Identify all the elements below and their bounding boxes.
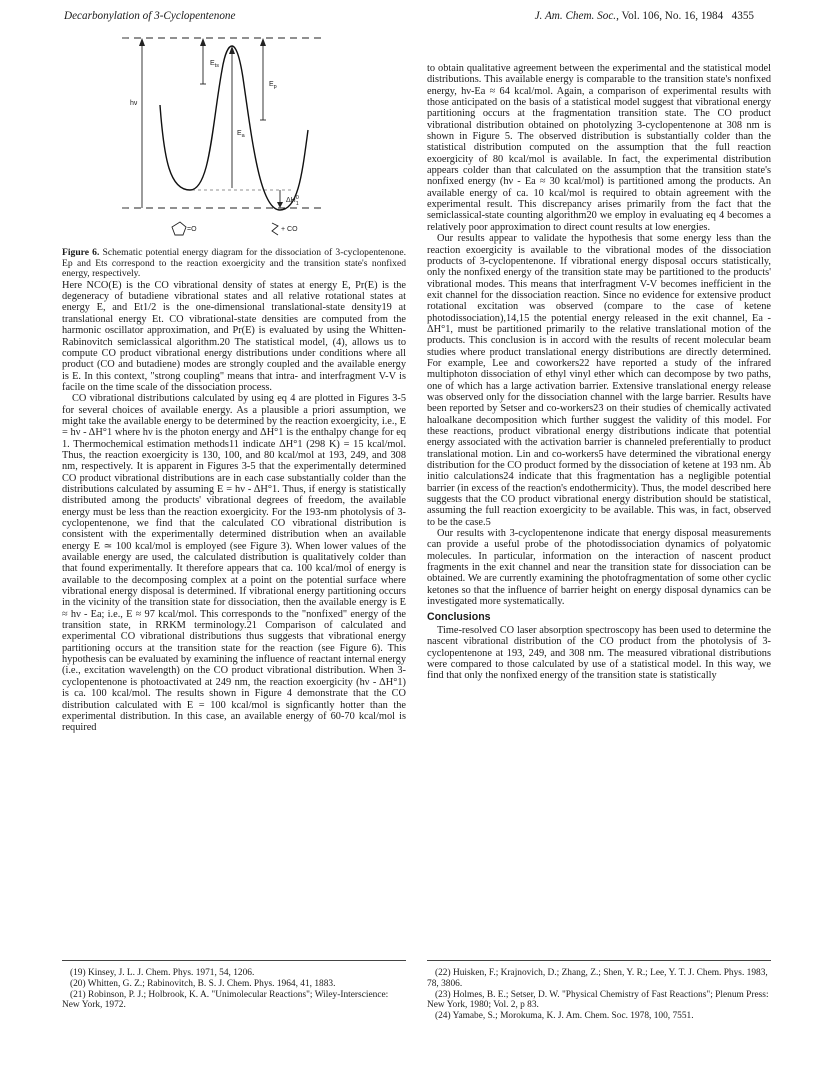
right-column — [427, 63, 771, 682]
potential-curve — [160, 46, 308, 210]
references-left — [62, 960, 406, 1011]
running-header-title: Decarbonylation of 3-Cyclopentenone — [64, 10, 236, 22]
paragraph: Our results with 3-cyclopentenone indicate that energy disposal measurements can provide a useful probe of the photodissociation dynamics of polyatomic molecules. In particular, information on the interaction of nascent product fragments in the exit channel and near the transition state for dissociation can be obtained. We are currently examining the photofragmentation of some other cyclic ketones so that the influence of barrier height on energy disposal dynamics can be investigated more systematically. — [427, 528, 771, 608]
potential-energy-diagram — [62, 30, 406, 248]
paragraph: Here NCO(E) is the CO vibrational density of states at energy E, Pr(E) is the degeneracy of butadiene vibrational states and all relative rotational states at energy E, and Et1/2 is the one-dimensional translational-state density19 at translational energy Et. CO vibrational-state densities are computed from the harmonic oscillator approximation, and Pr(E) is evaluated by using the Whitten-Rabinovitch semiclassical algorithm.20 The statistical model, (4), allows us to compute CO product vibrational energy distributions under conditions where all product (CO and butadiene) modes are strongly coupled and the available energy is E. In this context, "strong coupling" means that intra- and interfragment V-V is facile on the time scale of the dissociation process. — [62, 279, 406, 393]
reference-item: (20) Whitten, G. Z.; Rabinovitch, B. S. J. Chem. Phys. 1964, 41, 1883. — [70, 978, 336, 989]
reference-item: (24) Yamabe, S.; Morokuma, K. J. Am. Chem. Soc. 1978, 100, 7551. — [435, 1011, 694, 1022]
svg-text:Ep: $E_p$ — [269, 81, 277, 90]
svg-text:ΔH01: $\Delta H^0$ 1 — [286, 195, 299, 207]
svg-text:=O: =O — [187, 226, 197, 233]
figure-6 — [62, 30, 406, 248]
ea-label: E — [237, 130, 242, 137]
reactant-molecule-icon — [172, 222, 197, 235]
ep-label: E — [269, 81, 274, 88]
running-header-journal — [535, 10, 754, 22]
paragraph: CO vibrational distributions calculated by using eq 4 are plotted in Figures 3-5 for several choices of available energy. As a plausible a priori assumption, we might take the available energy to be determined by the reaction exoergicity, i.e., E = hν - ΔH°1 where hν is the photon energy and ΔH°1 is the enthalpy change for eq 1. Thermochemical estimation methods11 indicate ΔH°1 (298 K) = 15 kcal/mol. Thus, the reaction exoergicity is 130, 100, and 80 kcal/mol at 193, 249, and 308 nm, respectively. It is apparent in Figures 3-5 that the experimentally determined CO product vibrational distributions are in each case substantially colder than the distributions calculated by assuming E = hν - ΔH°1. Thus, if energy is statistically distributed among the products' vibrational degrees of freedom, the available energy must be less than the reaction exoergicity. For the 193-nm photolysis of 3-cyclopentenone, we find that the calculated CO vibrational distribution is consistent with the experimentally determined distribution when an available energy E ≃ 100 kcal/mol is employed (see Figure 3). When lower values of the available energy are used, the calculated distribution is qualitatively colder than that found experimentally. It therefore appears that ca. 100 kcal/mol of energy is available to the decomposing complex at a point on the potential surface where vibrational energy disposal is determined. If vibrational energy partitioning occurs in the vicinity of the transition state for dissociation, then the available energy is E ≈ hν - Ea; i.e., E ≈ 97 kcal/mol. This corresponds to the "nonfixed" energy of the transition state, in RRKM terminology.21 Comparison of calculated and experimental CO vibrational distributions thus suggests that vibrational energy partitioning occurs at the transition state for the reaction (see Figure 6). This hypothesis can be evaluated by examining the influence of reactant internal energy (i.e., excitation wavelength) on the CO product vibrational distribution. When 3-cyclopentenone is photoactivated at 249 nm, the reaction exoergicity (hν - ΔH°1) is ca. 100 kcal/mol. The results shown in Figure 4 demonstrate that the CO distribution calculated with E = 100 kcal/mol is signficantly hotter than the experimental distribution. In this case, an available energy of 60-70 kcal/mol is required — [62, 393, 406, 734]
reference-item: (21) Robinson, P. J.; Holbrook, K. A. "Unimolecular Reactions"; Wiley-Interscience: New York, 1972. — [62, 989, 389, 1011]
figure-caption: Figure 6. Schematic potential energy diagram for the dissociation of 3-cyclopentenone. Ep and Ets correspond to the reaction exoergicity and the transition state's nonfixed energy, respectively. — [62, 247, 406, 280]
svg-text:hν — [130, 100, 138, 107]
svg-text:Ets: $E_{ts}$ — [210, 60, 219, 69]
ets-label: E — [210, 60, 215, 67]
page-number: 4355 — [731, 10, 754, 22]
paragraph: to obtain qualitative agreement between the experimental and the statistical model distributions. This available energy is comparable to the transition state's nonfixed energy, hν-Ea ≈ 64 kcal/mol. Again, a comparison of experimental results with those anticipated on the basis of a statistical model suggest that vibrational energy partitioning occurs at the fragmentation transition state. The CO product vibrational distribution obtained on photolyzing 3-cyclopentenone at 308 nm is shown in Figure 5. The observed distribution is substantially colder than the statistical distribution computed on the assumption that the full reaction exoergicity of 80 kcal/mol is available. In fact, the experimental distribution appears colder than that calculated on the assumption that the transition state's nonfixed energy (hν - Ea ≈ 30 kcal/mol) is partitioned among the products. An available energy of ca. 10 kcal/mol is required to obtain agreement with the experimental result. This discrepancy arises primarily from the fact that the semiclassical-state counting algorithm20 we employ in evaluating eq 4 becomes a relatively poor approximation to direct count results at low energies. — [427, 63, 771, 233]
products-molecule-icon — [272, 223, 298, 235]
hv-label: hν — [130, 100, 138, 107]
references-right — [427, 960, 771, 1022]
svg-text:Ea: $E_a$ — [237, 130, 245, 139]
svg-text:+ CO: + CO — [281, 226, 298, 233]
footnote-rule — [62, 960, 406, 961]
footnote-rule — [427, 960, 771, 961]
journal-name: J. Am. Chem. Soc., — [534, 10, 619, 22]
section-heading-conclusions: Conclusions — [427, 610, 491, 623]
reference-item: (23) Holmes, B. E.; Setser, D. W. "Physical Chemistry of Fast Reactions"; Plenum Press: New York, 1980; Vol. 2, p 83. — [427, 989, 769, 1011]
volume-issue: Vol. 106, No. 16, 1984 — [618, 10, 724, 22]
reference-item: (22) Huisken, F.; Krajnovich, D.; Zhang, Z.; Shen, Y. R.; Lee, Y. T. J. Chem. Phys. 1983, 78, 3806. — [427, 968, 768, 989]
paragraph: Time-resolved CO laser absorption spectroscopy has been used to determine the nascent vibrational distribution of the CO product from the photolysis of 3-cyclopentenone at 193, 249, and 308 nm. The measured vibrational distributions were compared to those calculated by use of a statistical model. In this way, we find that only the nonfixed energy of the transition state is statistically — [427, 624, 771, 682]
dh-label: ΔH — [286, 197, 296, 204]
left-column — [62, 30, 406, 734]
paragraph: Our results appear to validate the hypothesis that some energy less than the reaction exoergicity is available to the vibrational modes of the dissociation products of 3-cyclopentenone. If vibrational energy disposal occurs statistically, only the nonfixed energy of the transition state may be partitioned to the products' vibrational modes. This means that interfragment V-V becomes inefficient in the exit channel for the dissociation reaction. Since no evidence for extensive product rotational excitation was observed (compare to the case of ketene photodissociation),14,15 the potential energy released in the exit channel, Ea - ΔH°1, must be partitioned primarily to the relative translational motion of the products. This conclusion is in accord with the results of recent molecular beam studies where product translational energy distributions are directly determined. For example, Lee and coworkers22 have reported a study of the infrared multiphoton dissociation of ethyl vinyl ether which can decompose by two paths, one of which has a large activation barrier. Extensive translational energy release was observed only for the dissociation channel with the large barrier. Results have been reported by Setser and co-workers23 on their studies of chemically activated haloalkane decomposition which further suggest the validity of this model. For these reactions, product vibrational energy distributions indicate that potential energy associated with the activation barrier is channeled preferentially to product translational motion. Lin and co-workers5 have determined the vibrational energy distribution for the CO product formed by the dissociation of ketene at 193 nm. Ab initio calculations24 indicate that this fragmentation has a negligible potential barrier (in excess of the reaction's endothermicity). Thus, the model described here suggests that the CO product vibrational energy distribution should be statistical, assuming the full reaction exoergicity to be available. This was, in fact, observed to be the case.5 — [427, 233, 771, 528]
reference-item: (19) Kinsey, J. L. J. Chem. Phys. 1971, 54, 1206. — [70, 968, 255, 978]
